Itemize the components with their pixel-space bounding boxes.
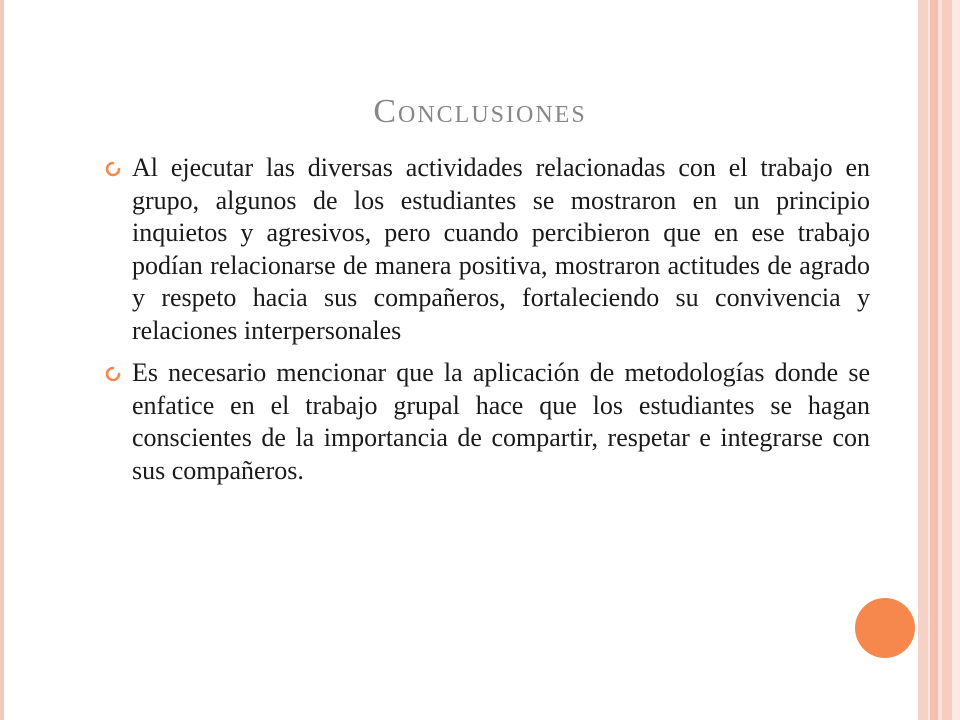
bullet-item	[100, 152, 870, 347]
bullet-item	[100, 357, 870, 487]
open-circle-bullet-icon	[104, 160, 122, 178]
right-stripe-decoration	[930, 0, 938, 720]
right-stripe-decoration	[952, 0, 960, 720]
orange-circle-icon	[855, 598, 915, 658]
bullet-list	[100, 152, 870, 497]
open-circle-bullet-icon	[104, 365, 122, 383]
right-stripe-decoration	[942, 0, 952, 720]
right-stripe-decoration	[918, 0, 928, 720]
bullet-text: Al ejecutar las diversas actividades relacionadas con el trabajo en grupo, algunos de los estudiantes se mostraron en un principio inquietos y agresivos, pero cuando percibieron que en ese trabajo podían relacionarse de manera positiva, mostraron actitudes de agrado y respeto hacia sus compañeros, fortaleciendo su convivencia y relaciones interpersonales	[132, 153, 870, 345]
slide-title: Conclusiones	[373, 93, 587, 130]
bullet-text: Es necesario mencionar que la aplicación de metodologías donde se enfatice en el trabajo grupal hace que los estudiantes se hagan conscientes de la importancia de compartir, respetar e integrarse con sus compañeros.	[132, 358, 870, 485]
left-border-decoration	[0, 0, 4, 720]
